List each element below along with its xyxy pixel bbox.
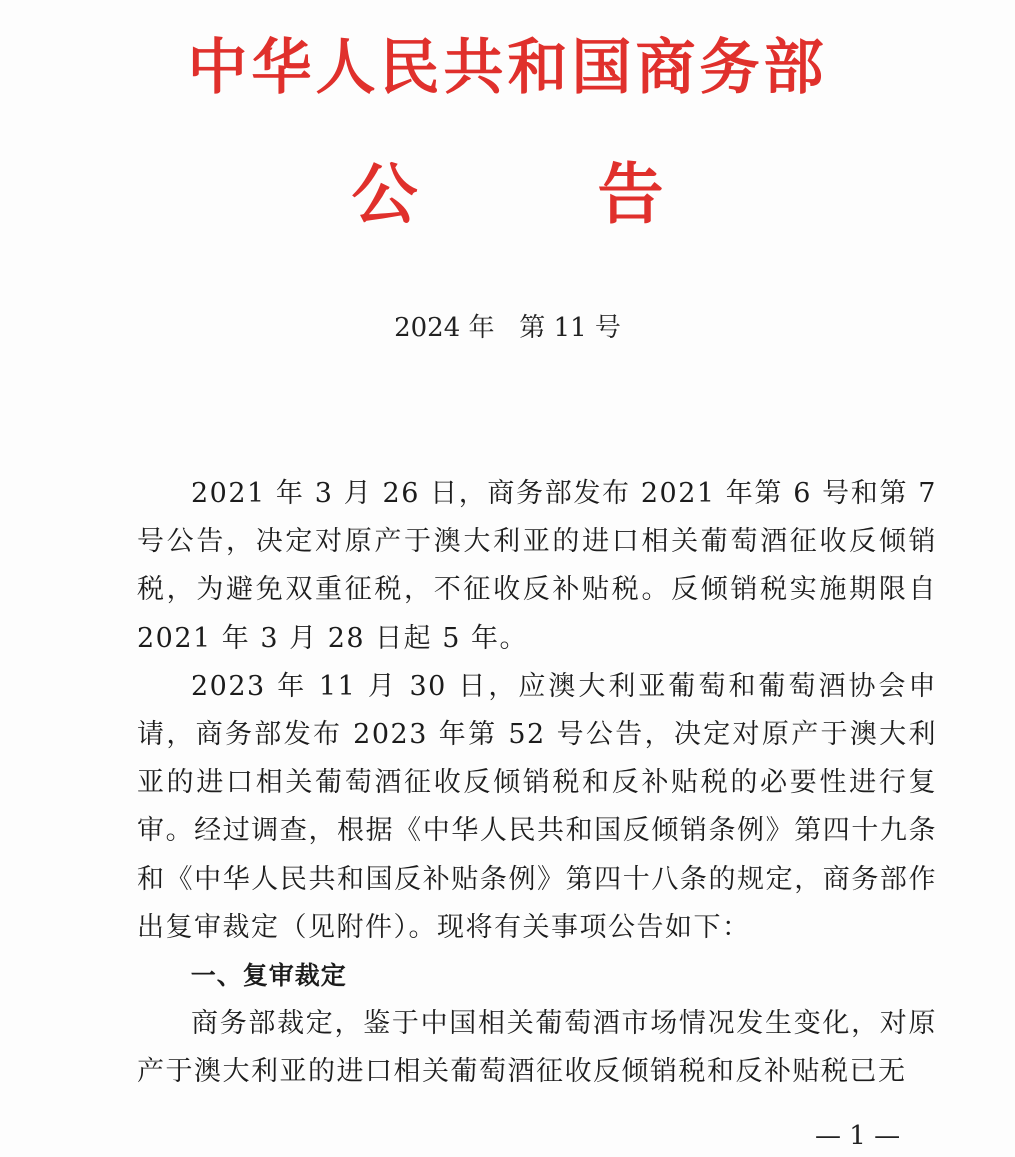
notice-title	[0, 150, 1015, 240]
body-text	[137, 470, 937, 1097]
page-number: — 1 —	[815, 1121, 901, 1151]
section-heading: 一、复审裁定	[190, 961, 347, 991]
issuing-authority-title: 中华人民共和国商务部	[187, 33, 828, 103]
notice-title-char-1: 公	[351, 156, 418, 233]
document-number: 2024 年 第 11 号	[394, 313, 621, 343]
paragraph-2: 2023 年 11 月 30 日，应澳大利亚葡萄和葡萄酒协会申请，商务部发布 2023 年第 52 号公告，决定对原产于澳大利亚的进口相关葡萄酒征收反倾销税和反补贴税的必要性进行复审。经过调查，根据《中华人民共和国反倾销条例》第四十九条和《中华人民共和国反补贴条例》第四十八条的规定，商务部作出复审裁定（见附件）。现将有关事项公告如下：	[137, 670, 937, 943]
notice-title-char-2: 告	[597, 156, 664, 233]
paragraph-1: 2021 年 3 月 26 日，商务部发布 2021 年第 6 号和第 7 号公告，决定对原产于澳大利亚的进口相关葡萄酒征收反倾销税，为避免双重征税，不征收反补贴税。反倾销税实施期限自 2021 年 3 月 28 日起 5 年。	[137, 478, 937, 654]
section-paragraph: 商务部裁定，鉴于中国相关葡萄酒市场情况发生变化，对原产于澳大利亚的进口相关葡萄酒征收反倾销税和反补贴税已无	[137, 1008, 937, 1088]
